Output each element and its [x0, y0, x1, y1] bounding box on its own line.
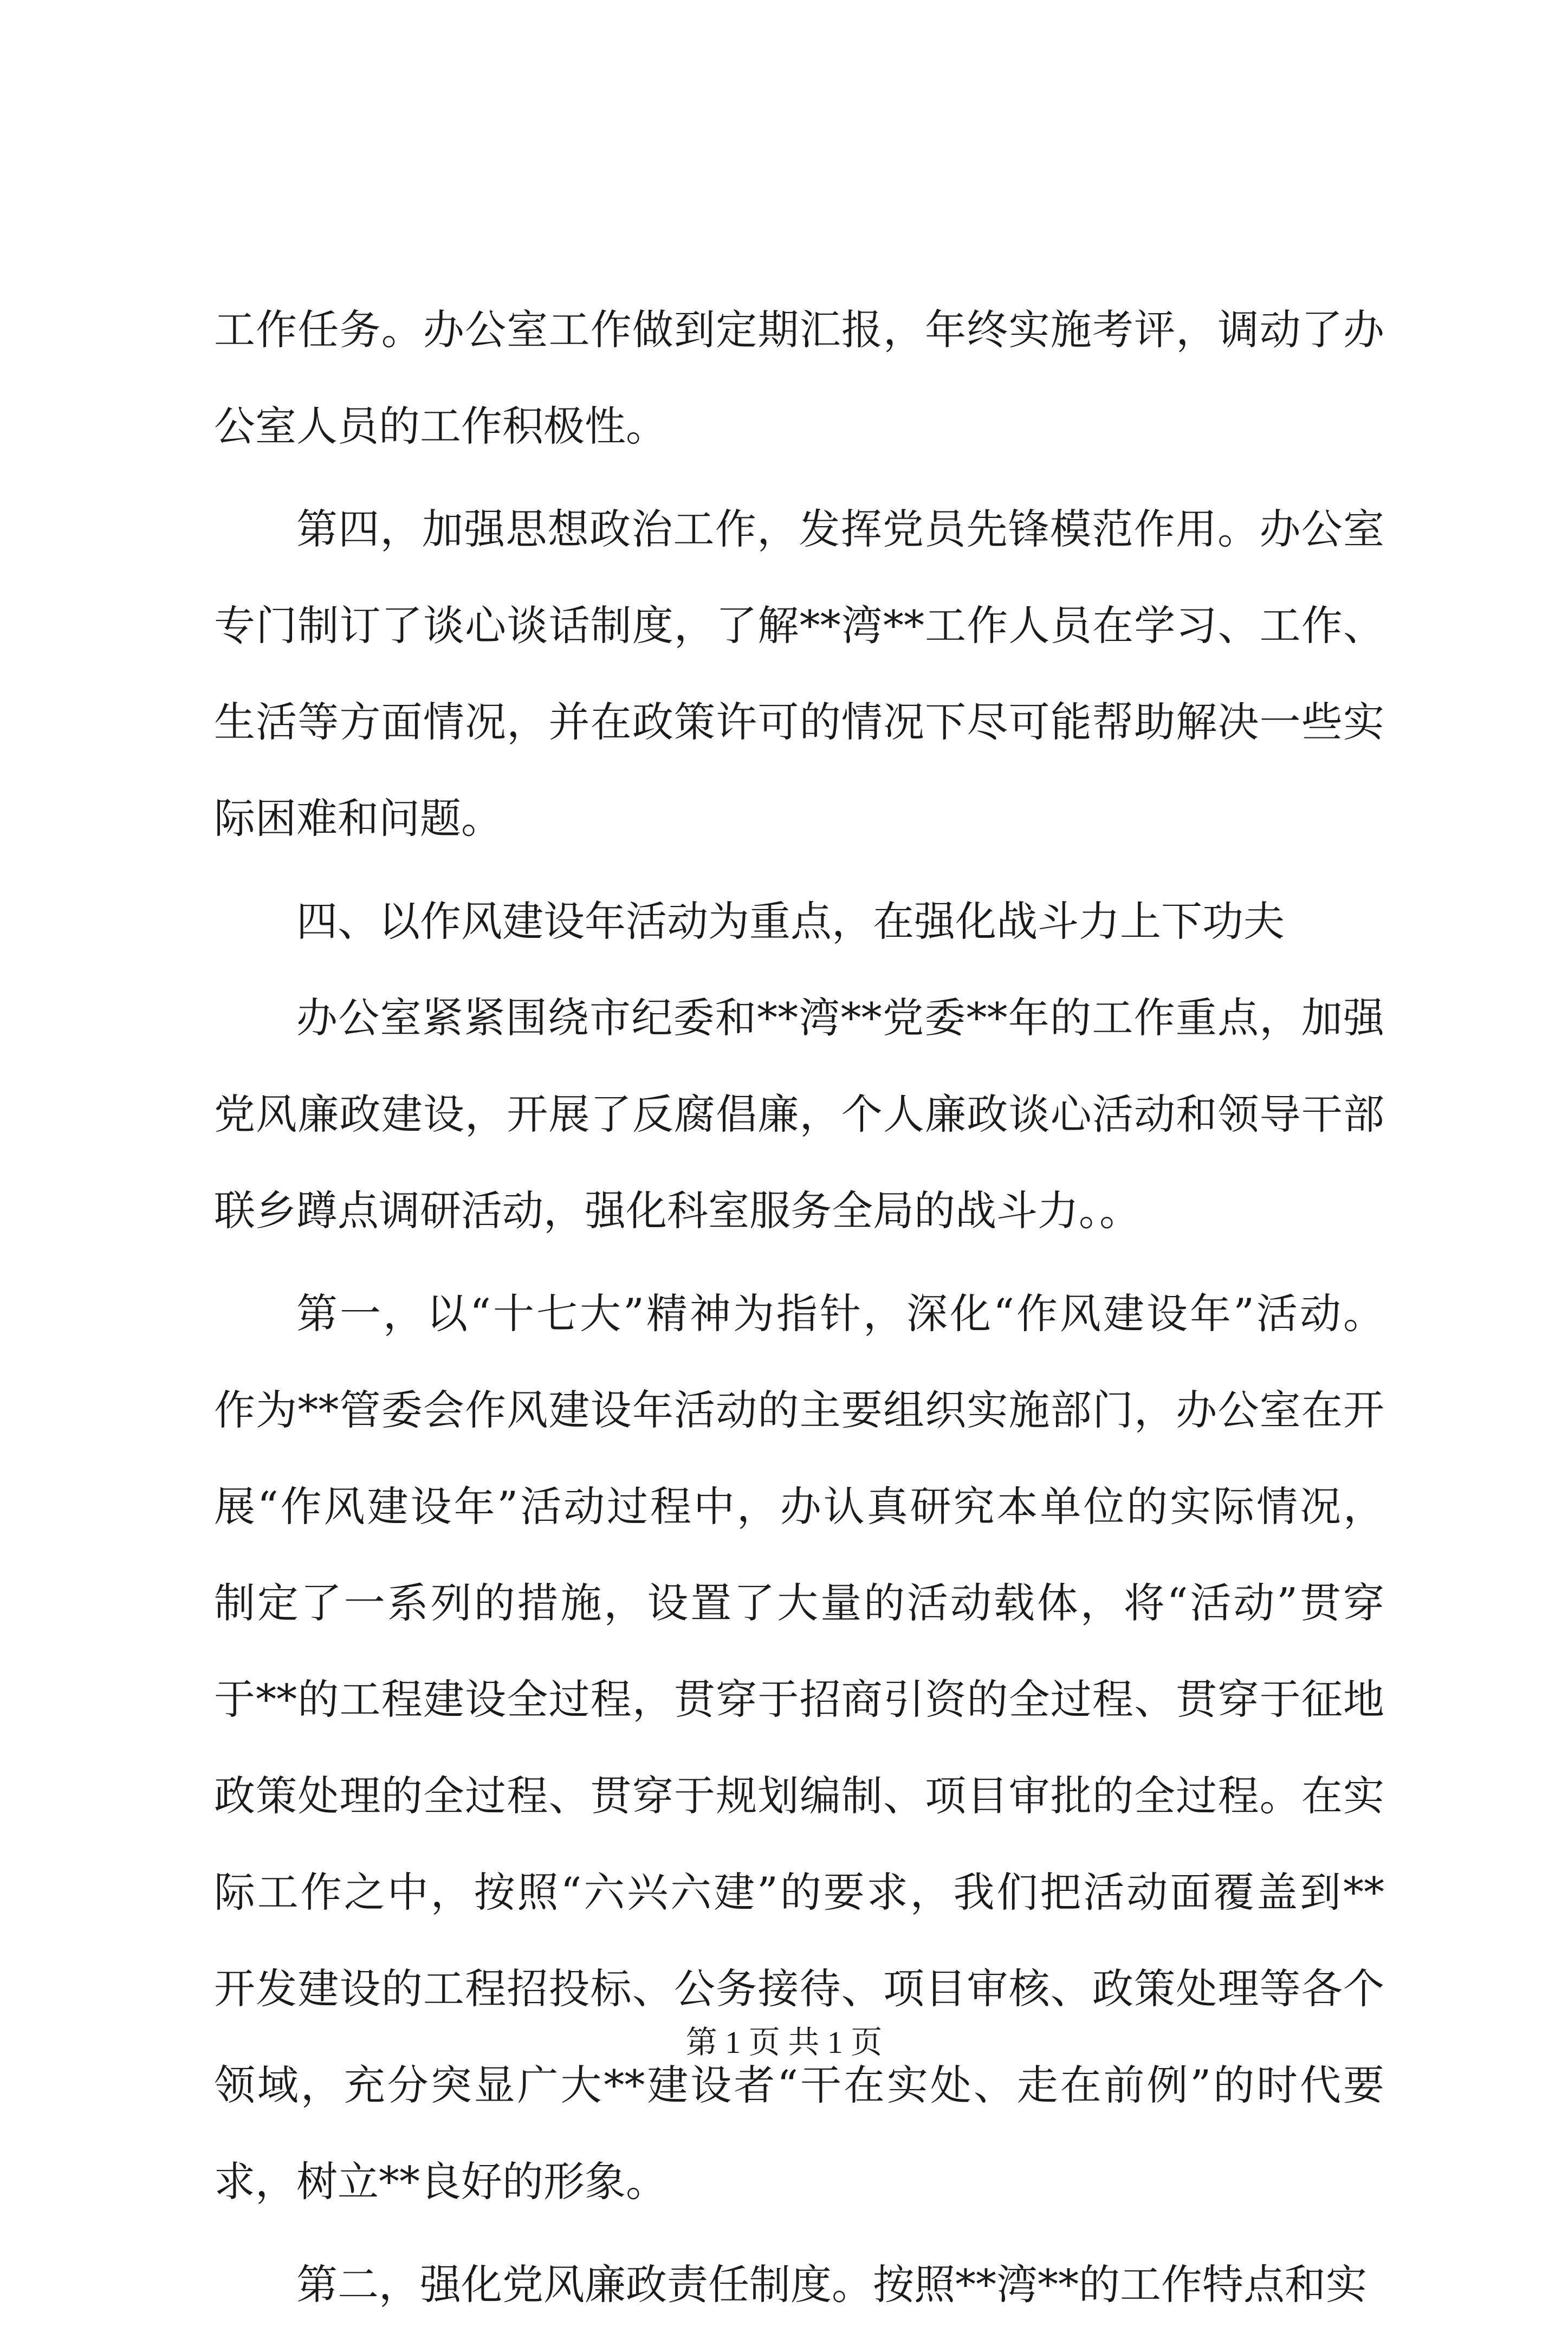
paragraph: [214, 1266, 1384, 2230]
text-line: 专门制订了谈心谈话制度，了解**湾**工作人员在学习、工作、: [214, 601, 1384, 650]
text-line: 际困难和问题。: [214, 794, 502, 843]
text-line: 四、以作风建设年活动为重点，在强化战斗力上下功夫: [296, 897, 1285, 945]
paragraph: [214, 282, 1384, 475]
paragraph: [214, 970, 1384, 1259]
text-line: 开发建设的工程招投标、公务接待、项目审核、政策处理等各个: [214, 1965, 1384, 2013]
text-line: 办公室紧紧围绕市纪委和**湾**党委**年的工作重点，加强: [296, 994, 1384, 1042]
text-line: 党风廉政建设，开展了反腐倡廉，个人廉政谈心活动和领导干部: [214, 1090, 1384, 1138]
text-line: 作为**管委会作风建设年活动的主要组织实施部门，办公室在开: [214, 1386, 1384, 1434]
text-line: 第一，以“十七大”精神为指针，深化“作风建设年”活动。: [296, 1289, 1384, 1338]
page-footer: 第 1 页 共 1 页: [685, 2025, 883, 2060]
text-line: 第二，强化党风廉政责任制度。按照**湾**的工作特点和实: [296, 2260, 1367, 2309]
paragraph: [214, 481, 1384, 867]
section-heading: [214, 873, 1384, 970]
paragraph: [214, 2237, 1384, 2333]
text-line: 展“作风建设年”活动过程中，办认真研究本单位的实际情况，: [214, 1482, 1384, 1531]
text-line: 第四，加强思想政治工作，发挥党员先锋模范作用。办公室: [296, 505, 1384, 553]
text-line: 工作任务。办公室工作做到定期汇报，年终实施考评，调动了办: [214, 306, 1384, 354]
text-line: 于**的工程建设全过程，贯穿于招商引资的全过程、贯穿于征地: [214, 1675, 1384, 1723]
text-line: 求，树立**良好的形象。: [214, 2157, 667, 2206]
text-line: 政策处理的全过程、贯穿于规划编制、项目审批的全过程。在实: [214, 1772, 1384, 1820]
text-line: 际工作之中，按照“六兴六建”的要求，我们把活动面覆盖到**: [214, 1868, 1384, 1916]
text-line: 领域，充分突显广大**建设者“干在实处、走在前例”的时代要: [214, 2061, 1384, 2109]
text-line: 制定了一系列的措施，设置了大量的活动载体，将“活动”贯穿: [214, 1579, 1384, 1627]
text-line: 生活等方面情况，并在政策许可的情况下尽可能帮助解决一些实: [214, 698, 1384, 746]
text-line: 联乡蹲点调研活动，强化科室服务全局的战斗力。。: [214, 1187, 1141, 1235]
text-line: 公室人员的工作积极性。: [214, 402, 667, 450]
